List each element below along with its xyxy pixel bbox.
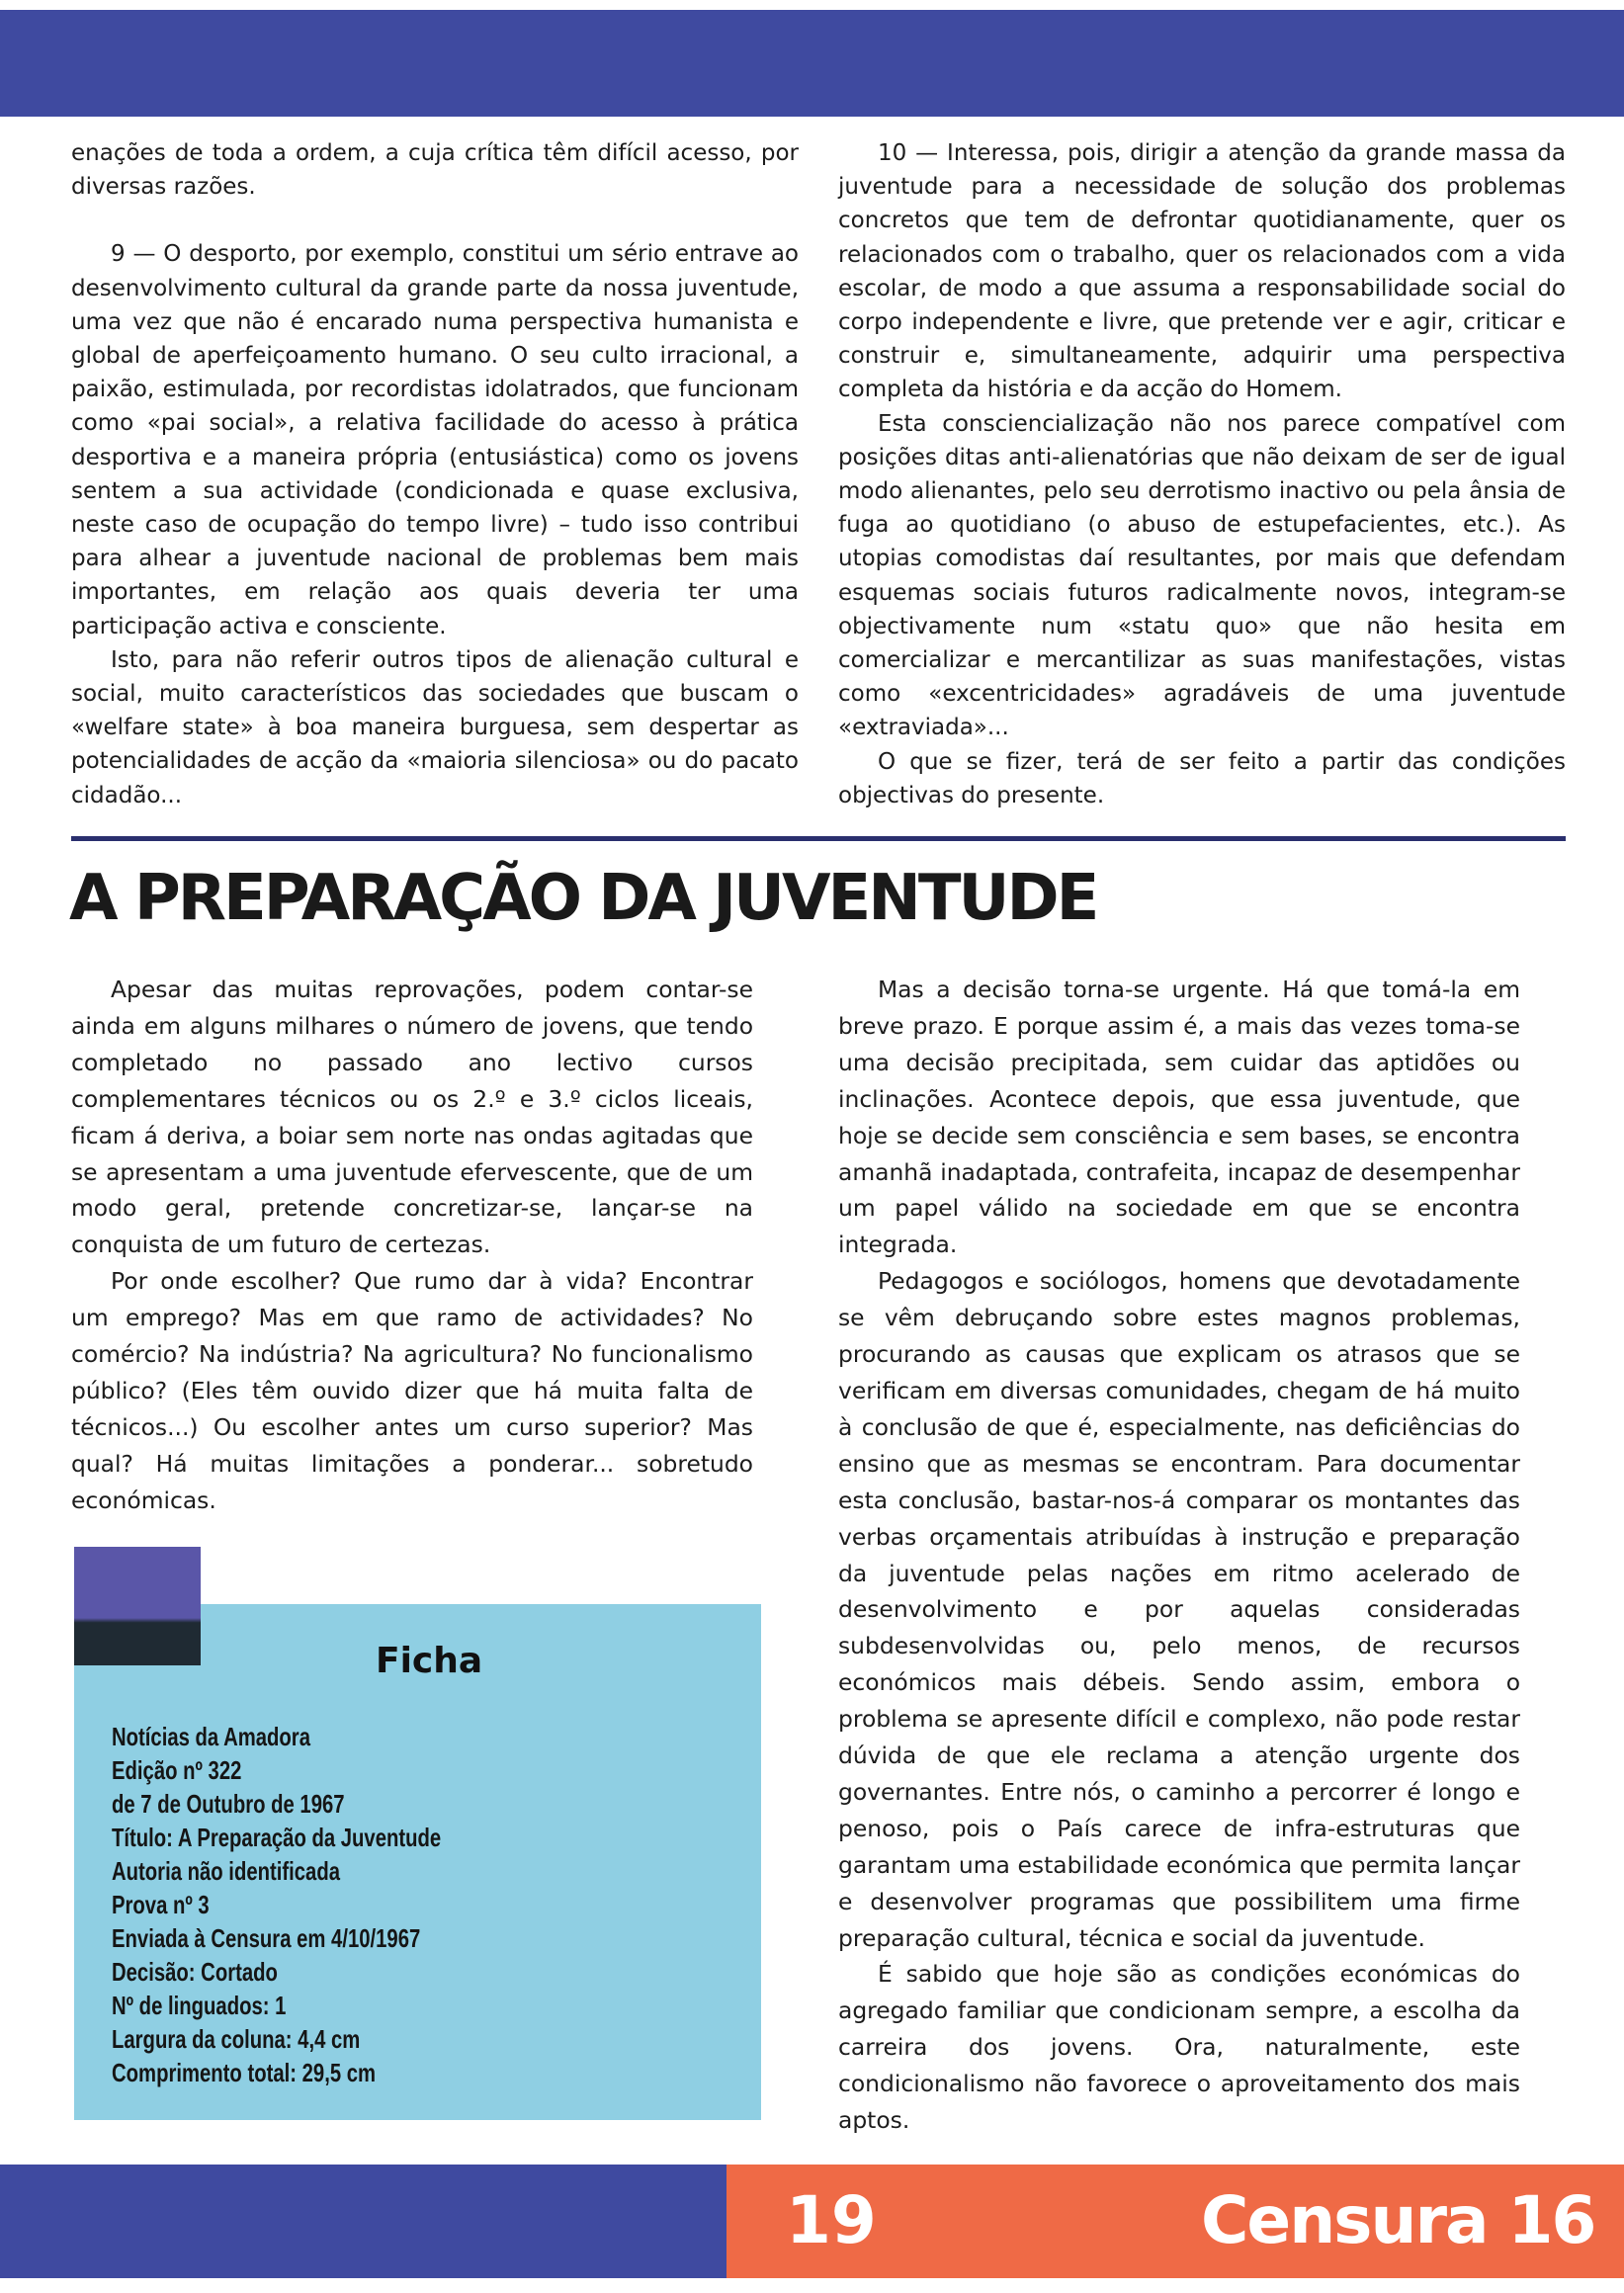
ficha-line-decision: Decisão: Cortado — [112, 1957, 278, 1987]
paragraph: O que se fizer, terá de ser feito a partir das condições objectivas do presente. — [838, 748, 1566, 808]
ficha-line-linguados: Nº de linguados: 1 — [112, 1991, 287, 2020]
ficha-line-author: Autoria não identificada — [112, 1856, 341, 1886]
publication-brand: Censura 16 — [1201, 2182, 1595, 2258]
ficha-line-total-length: Comprimento total: 29,5 cm — [112, 2058, 377, 2087]
paragraph: enações de toda a ordem, a cuja crítica têm difícil acesso, por diversas razões. — [71, 140, 799, 201]
ficha-tab-decoration — [74, 1547, 201, 1665]
ficha-line-sent: Enviada à Censura em 4/10/1967 — [112, 1923, 421, 1953]
paragraph: Apesar das muitas reprovações, podem contar-se ainda em alguns milhares o número de jovens, que tendo completado no passado ano lectivo cursos complementares técnicos ou os 2.º e 3.º ciclos liceais, ficam á deriva, a boiar sem norte nas ondas agitadas que se apresentam a uma juventude efervescente, que de um modo geral, pretende concretizar-se, lançar-se na conquista de um futuro de certezas. — [71, 976, 753, 1259]
article-continuation-right-column — [838, 136, 1566, 812]
ficha-line-publication: Notícias da Amadora — [112, 1722, 310, 1751]
page-number: 19 — [786, 2182, 877, 2258]
ficha-line-title: Título: A Preparação da Juventude — [112, 1823, 442, 1852]
ficha-title: Ficha — [376, 1641, 483, 1681]
footer-blue-band — [0, 2165, 727, 2278]
paragraph: Pedagogos e sociólogos, homens que devotadamente se vêm debruçando sobre estes magnos problemas, procurando as causas que explicam os atrasos que se verificam em diversas comunidades, chegam de há muito à conclusão de que é, especialmente, nas deficiências do ensino que as mesmas se encontram. Para documentar esta conclusão, bastar-nos-á comparar os montantes das verbas orçamentais atribuídas à instrução e preparação da juventude pelas nações em ritmo acelerado de desenvolvimento e por aquelas consideradas subdesenvolvidas ou, pelo menos, de recursos económicos mais débeis. Sendo assim, embora o problema se apresente difícil e complexo, não pode restar dúvida de que ele reclama a atenção urgente dos governantes. Entre nós, o caminho a percorrer é longo e penoso, pois o País carece de infra-estruturas que garantam uma estabilidade económica que permita lançar e desenvolver programas que possibilitem uma firme preparação cultural, técnica e social da juventude. — [838, 1267, 1520, 1952]
article-left-column — [71, 972, 753, 1519]
ficha-line-proof: Prova nº 3 — [112, 1890, 210, 1919]
article-headline: A PREPARAÇÃO DA JUVENTUDE — [69, 862, 1097, 935]
paragraph: Esta consciencialização não nos parece compatível com posições ditas anti-alienatórias que não deixam de ser de igual modo alienantes, pelo seu derrotismo inactivo ou pela ânsia de fuga ao quotidiano (o abuso de estupefacientes, etc.). As utopias comodistas daí resultantes, por mais que defendam esquemas sociais futuros radicalmente novos, integram-se objectivamente num «statu quo» que não hesita em comercializar e mercantilizar as suas manifestações, vistas como «excentricidades» agradáveis de uma juventude «extraviada»... — [838, 410, 1566, 741]
section-divider-rule — [71, 836, 1566, 841]
paragraph: É sabido que hoje são as condições económicas do agregado familiar que condicionam sempre, a escolha da carreira dos jovens. Ora, naturalmente, este condicionalismo não favorece o aproveitamento dos mais aptos. — [838, 1960, 1520, 2135]
top-color-band — [0, 10, 1624, 117]
page-footer — [0, 2165, 1624, 2278]
paragraph: 10 — Interessa, pois, dirigir a atenção da grande massa da juventude para a necessidade de solução dos problemas concretos que tem de defrontar quotidianamente, quer os relacionados com o trabalho, quer os relacionados com a vida escolar, de modo a que assuma a responsabilidade social do corpo independente e livre, que pretende ver e agir, criticar e construir e, simultaneamente, adquirir uma perspectiva completa da história e da acção do Homem. — [838, 140, 1566, 403]
ficha-line-edition: Edição nº 322 — [112, 1755, 242, 1785]
paragraph: 9 — O desporto, por exemplo, constitui um sério entrave ao desenvolvimento cultural da grande parte da nossa juventude, uma vez que não é encarado numa perspectiva humanista e global de aperfeiçoamento humano. O seu culto irracional, a paixão, estimulada, por recordistas idolatrados, que funcionam como «pai social», a relativa facilidade do acesso à prática desportiva e a maneira própria (entusiástica) como os jovens sentem a sua actividade (condicionada e quase exclusiva, neste caso de ocupação do tempo livre) – tudo isso contribui para alhear a juventude nacional de problemas bem mais importantes, em relação aos quais deveria ter uma participação activa e consciente. — [71, 241, 799, 639]
ficha-details-list — [112, 1720, 441, 2089]
paragraph: Por onde escolher? Que rumo dar à vida? Encontrar um emprego? Mas em que ramo de actividades? No comércio? Na indústria? Na agricultura? No funcionalismo público? (Eles têm ouvido dizer que há muita falta de técnicos...) Ou escolher antes um curso superior? Mas qual? Há muitas limitações a ponderar... sobretudo económicas. — [71, 1267, 753, 1514]
ficha-line-column-width: Largura da coluna: 4,4 cm — [112, 2024, 361, 2054]
article-continuation-left-column — [71, 136, 799, 812]
ficha-line-date: de 7 de Outubro de 1967 — [112, 1789, 345, 1819]
article-right-column — [838, 972, 1520, 2139]
paragraph: Isto, para não referir outros tipos de alienação cultural e social, muito característicos das sociedades que buscam o «welfare state» à boa maneira burguesa, sem despertar as potencialidades de acção da «maioria silenciosa» ou do pacato cidadão... — [71, 646, 799, 808]
paragraph: Mas a decisão torna-se urgente. Há que tomá-la em breve prazo. E porque assim é, a mais das vezes toma-se uma decisão precipitada, sem cuidar das aptidões ou inclinações. Acontece depois, que essa juventude, que hoje se decide sem consciência e sem bases, se encontra amanhã inadaptada, contrafeita, incapaz de desempenhar um papel válido na sociedade em que se encontra integrada. — [838, 976, 1520, 1259]
